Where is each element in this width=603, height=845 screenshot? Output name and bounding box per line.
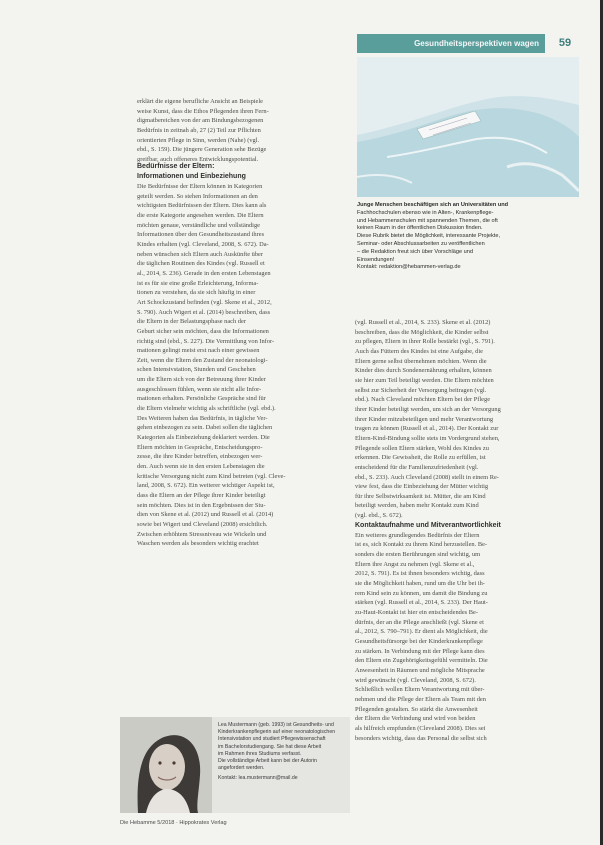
bio-line: angefordert werden. (218, 765, 265, 772)
text-line: erkennen. Die Gewissheit, die Rolle zu erfüllen, ist (355, 454, 486, 462)
text-line: dürfnis, der an die Pflege anschließt (vgl. Skene et (355, 618, 484, 626)
text-line: Geburt sicher sein möchten, dass die Informationen (137, 327, 269, 335)
text-line: sowie bei Wigert und Cleveland (2008) ersichtlich. (137, 520, 268, 528)
text-line: (vgl. ebd., S. 672). (355, 512, 403, 520)
text-line: Eltern ihre Angst zu nehmen (vgl. Skene et al., (355, 560, 475, 568)
page-number: 59 (558, 37, 572, 49)
text-line: mationen gelingt meist erst nach einer gewissen (137, 347, 260, 355)
text-line: ihrer Kinder mitzubeteiligen und mehr Verantwortung (355, 415, 494, 423)
text-line: wird gewünscht (vgl. Cleveland, 2008, S. 672). (355, 676, 476, 684)
text-line: ebd.). Nach Cleveland möchten Eltern bei der Pflege (355, 396, 491, 404)
text-line: sie hier zum Teil beteiligt werden. Die Eltern möchten (355, 376, 494, 384)
text-line: nehmen und die Pflege der Eltern als Team mit den (355, 695, 486, 703)
intro-paragraph (137, 97, 347, 165)
text-line: für ihre Selbstwirksamkeit ist. Mütter, die am Kind (355, 492, 486, 500)
author-bio (218, 722, 348, 783)
text-line: sonders die ersten Berührungen sind wichtig, um (355, 551, 481, 559)
caption-line: und Hebammenschulen mit spannenden Themen, die oft (357, 217, 498, 224)
caption-line: keinen Raum in der öffentlichen Diskussion finden. (357, 225, 483, 232)
text-line: Gesundheitsfürsorge bei der Kinderkrankenpflege (355, 638, 483, 645)
text-line: geteilt werden. So stehen Informationen an den (137, 192, 258, 200)
text-line: al., 2012, S. 790–791). Er dient als Möglichkeit, die (355, 628, 488, 636)
text-line: zu-Haut-Kontakt ist hier ein entscheidendes Be- (355, 609, 478, 617)
text-line: die Eltern vielmehr wichtig als schriftliche (vgl. ebd.). (137, 405, 276, 413)
text-line: al., 2014, S. 236). Gerade in den ersten Lebenstagen (137, 269, 271, 277)
right-column (355, 318, 581, 743)
text-line: den Eltern ein Zugehörigkeitsgefühl vermitteln. Die (355, 657, 488, 665)
section-heading: Kontaktaufnahme und Mitverantwortlichkeit (355, 521, 501, 529)
text-line: ausgeschlossen fühlen, wenn sie nicht alle Infor- (137, 385, 262, 393)
text-line: zu pflegen, Eltern in ihrer Rolle bestärkt (vgl., S. 791). (355, 338, 495, 346)
text-line: ebd., S. 233). Auch Cleveland (2008) stellt in einem Re- (355, 473, 499, 481)
text-line: orientierten Pflege in Sinn, werden (Nahe) (vgl. (137, 136, 260, 144)
text-line: greifbar, auch offeneres Entwicklungspotential. (137, 155, 259, 163)
text-line: Pflegenden gestalten. So stärkt die Anwesenheit (355, 705, 478, 713)
text-line: Bedürfnis in zeitnah ab, 27 (2) Teil zur Pflichten (137, 126, 261, 134)
text-line: weise Kunst, dass die Ethos Pflegenden ihren Fern- (137, 107, 269, 115)
text-line: ihrer Kinder beteiligt werden, um sich an der Versorgung (355, 405, 501, 413)
bio-line: im Bachelorstudiengang. Sie hat diese Arbeit (218, 743, 322, 750)
text-line: schen Intensivstation, Stunden und Geschehen (137, 366, 256, 374)
text-line: Kinder dies durch Sondenernährung erhalten, können (355, 367, 492, 375)
text-line: selbst zur Sicherheit der Versorgung beitragen (vgl. (355, 386, 487, 394)
text-line: ist es für sie eine große Erleichterung, Informa- (137, 279, 259, 287)
text-line: besonders wichtig, dass das Personal die selbst sich (355, 734, 487, 742)
caption-line: Fachhochschulen ebenso wie in Alten-, Krankenpflege- (357, 209, 494, 216)
text-line: dien von Skene et al. (2012) und Russell et al. (2014) (137, 511, 274, 519)
text-line: view fest, dass die Einbeziehung der Mütter wichtig (355, 483, 489, 491)
section-header: Gesundheitsperspektiven wagen (357, 34, 545, 53)
author-box (120, 717, 350, 813)
text-line: Eltern möchten in Gespräche, Entscheidungspro- (137, 443, 263, 451)
text-line: um die Eltern sich von der Betreuung ihrer Kinder (137, 376, 266, 384)
text-line: Pflegende sollen Eltern stärken, Wohl des Kindes zu (355, 444, 489, 452)
text-line: gehen einbezogen zu sein. Dabei sollen die täglichen (137, 424, 273, 432)
text-line: Eltern gerne selbst übernehmen möchten. Wenn die (355, 357, 487, 365)
text-line: zesse, die ihre Kinder betreffen, einbezogen wer- (137, 453, 263, 461)
text-line: der Eltern die Verbindung und wird von beiden (355, 715, 476, 723)
caption-line: – die Redaktion freut sich über Vorschläge und (357, 248, 473, 255)
author-contact: Kontakt: lea.mustermann@mail.de (218, 775, 298, 782)
bio-line: Kinderkrankenpflegerin auf einer neonatologischen (218, 729, 336, 736)
bio-line: Die vollständige Arbeit kann bei der Autorin (218, 758, 317, 765)
text-line: mationen erhalten. Persönliche Gespräche sind für (137, 395, 266, 403)
text-line: Zeit, wenn die Eltern den Zustand der neonatologi- (137, 356, 268, 364)
aerial-map-illustration (357, 57, 579, 197)
bio-line: Lea Mustermann (geb. 1993) ist Gesundheits- und (218, 722, 334, 728)
text-line: die Eltern in der Belastungsphase nach der (137, 318, 246, 326)
text-line: Schließlich wollen Eltern Verantwortung mit über- (355, 686, 485, 694)
caption-line: Diese Rubrik bietet die Möglichkeit, interessante Projekte, (357, 233, 501, 240)
text-line: tragen zu können (Russell et al., 2014). Der Kontakt zur (355, 425, 499, 433)
page-footer: Die Hebamme 5/2018 · Hippokrates Verlag (120, 820, 227, 826)
text-line: Art Schockzustand befinden (vgl. Skene et al., 2012, (137, 298, 272, 306)
text-line: Die Bedürfnisse der Eltern können in Kategorien (137, 183, 263, 190)
bio-line: Intensivstation und studiert Pflegewissenschaft (218, 736, 326, 743)
text-line: entscheidend für die Familienzufriedenheit (vgl. (355, 463, 479, 471)
text-line: Anwesenheit in Räumen und mögliche Mitsprache (355, 666, 485, 674)
text-line: die täglichen Routinen des Kindes (vgl. Russell et (137, 260, 265, 268)
text-line: ebd., S. 159). Die jüngere Generation sehe Bezüge (137, 146, 267, 154)
text-line: beteiligt werden, haben mehr Kontakt zum Kind (355, 502, 479, 510)
text-line: sie die Möglichkeit haben, rund um die Uhr bei ih- (355, 580, 485, 588)
text-line: Des Weiteren haben das Bedürfnis, in tägliche Ver- (137, 414, 268, 422)
author-photo (120, 717, 212, 813)
text-line: Kategorien als Einbeziehung deklariert werden. Die (137, 434, 270, 442)
text-line: neben wünschen sich Eltern auch Auskünfte über (137, 250, 263, 258)
text-line: zu stärken. In Verbindung mit der Pflege kann dies (355, 647, 485, 655)
text-line: Waschen werden als besonders wichtig erachtet (137, 540, 259, 548)
aerial-figure (357, 57, 579, 197)
text-line: die erste Kategorie angesehen werden. Die Eltern (137, 211, 264, 219)
bio-line: im Rahmen ihres Studiums verfasst. (218, 750, 302, 757)
text-line: wichtigsten Bedürfnissen der Eltern. Dies kann als (137, 202, 267, 210)
author-portrait-image (120, 717, 212, 813)
text-line: Kindes erhalten (vgl. Cleveland, 2008, S. 672). Da- (137, 240, 269, 248)
text-line: Eltern-Kind-Bindung sollte stets im Vordergrund stehen, (355, 434, 500, 442)
caption-line: Seminar- oder Abschlussarbeiten zu veröffentlichen (357, 240, 485, 247)
text-line: als hilfreich empfunden (Cleveland 2008). Dies sei (355, 724, 486, 732)
section-heading: Informationen und Einbeziehung (137, 173, 246, 180)
text-line: stärken (vgl. Russell et al., 2014, S. 233). Der Haut- (355, 599, 488, 607)
text-line: Informationen über den Gesundheitszustand ihres (137, 231, 265, 239)
text-line: S. 790). Auch Wigert et al. (2014) beschreiben, dass (137, 308, 271, 316)
text-line: sein möchten. Dies ist in den Ergebnissen der Stu- (137, 501, 266, 509)
text-line: Zwischen erhöhtem Stressniveau wie Wickeln und (137, 530, 267, 538)
caption-lead: Junge Menschen beschäftigen sich an Universitäten und (357, 202, 509, 208)
text-line: möchten genaue, verständliche und vollständige (137, 221, 260, 229)
text-line: Auch das Füttern des Kindes ist eine Aufgabe, die (355, 347, 483, 355)
text-line: (vgl. Russell et al., 2014, S. 233). Skene et al. (2012) (355, 319, 491, 326)
text-line: land, 2008, S. 672). Ein weiterer wichtiger Aspekt ist, (137, 482, 275, 490)
text-line: den. Auch wenn sie in den ersten Lebenstagen die (137, 463, 265, 471)
text-line: rem Kind sein zu können, um damit die Bindung zu (355, 589, 488, 597)
text-line: digmatbereichen von der am Bindungsbezogenen (137, 117, 264, 125)
text-line: kritische Versorgung nicht zum Kind betreten (vgl. Cleve- (137, 472, 286, 480)
figure-caption (357, 202, 581, 272)
text-line: richtig sind (ebd., S. 227). Die Vermittlung von Infor- (137, 337, 275, 345)
section-heading: Bedürfnisse der Eltern: (137, 163, 215, 170)
text-line: erklärt die eigene berufliche Ansicht an Beispiele (137, 98, 263, 105)
text-line: 2012, S. 791). Es ist ihnen besonders wichtig, dass (355, 570, 485, 578)
text-line: dass die Eltern an der Pflege ihrer Kinder beteiligt (137, 492, 266, 499)
text-line: Ein weiteres grundlegendes Bedürfnis der Eltern (355, 531, 480, 539)
text-line: tionen zu verstehen, da sie sich häufig in einer (137, 289, 256, 297)
left-column (137, 162, 347, 549)
text-line: ist es, sich Kontakt zu ihrem Kind herzustellen. Be- (355, 541, 488, 549)
caption-line: Einsendungen! (357, 256, 395, 263)
text-line: beschreiben, dass die Möglichkeit, die Kinder selbst (355, 328, 489, 336)
caption-contact: Kontakt: redaktion@hebammen-verlag.de (357, 264, 461, 271)
